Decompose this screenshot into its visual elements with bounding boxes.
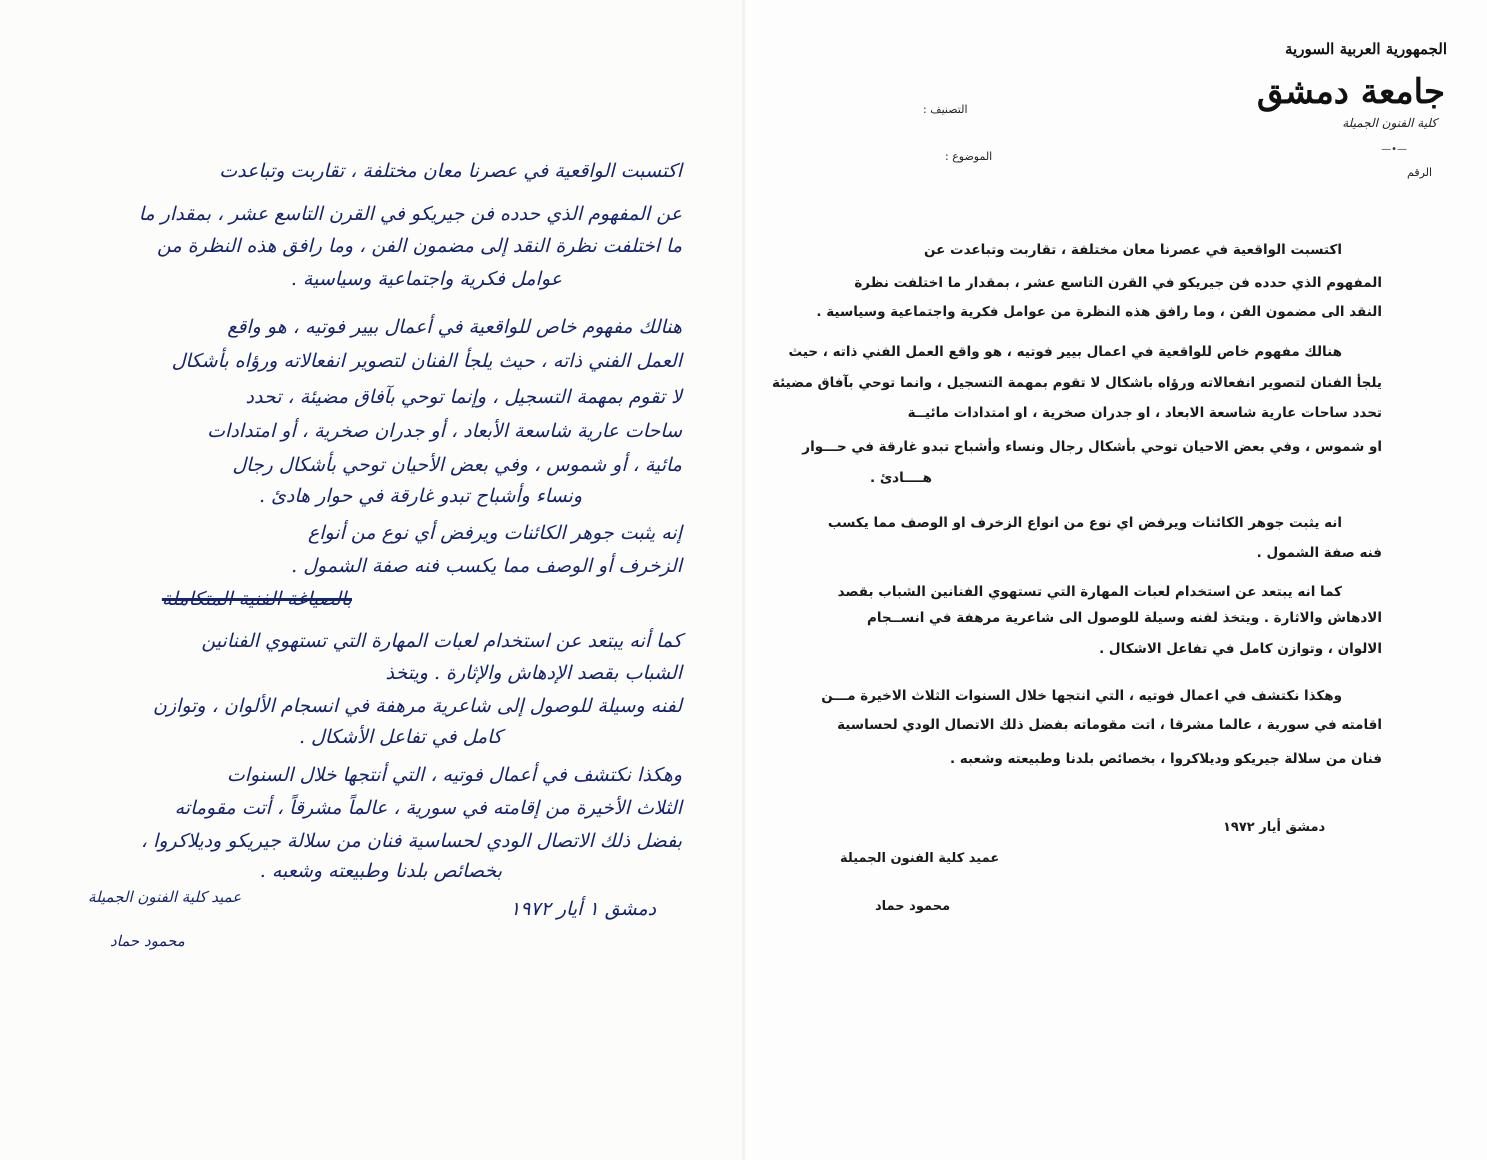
hand-line: بفضل ذلك الاتصال الودي لحساسية فنان من سلالة جيريكو وديلاكروا ، — [140, 830, 682, 852]
typed-signature-title: عميد كلية الفنون الجميلة — [840, 851, 1000, 866]
hand-line: مائية ، أو شموس ، وفي بعض الأحيان توحي بأشكال رجال — [232, 454, 682, 476]
hand-line: العمل الفني ذاته ، حيث يلجأ الفنان لتصوير انفعالاته ورؤاه بأشكال — [171, 350, 682, 372]
hand-line: إنه يثبت جوهر الكائنات ويرفض أي نوع من أنواع — [307, 522, 682, 544]
typed-line: الالوان ، وتوازن كامل في تفاعل الاشكال . — [1099, 641, 1382, 657]
typed-signature-name: محمود حماد — [875, 899, 951, 914]
typed-letter-page — [745, 0, 1487, 1160]
letterhead-faculty: كلية الفنون الجميلة — [1342, 116, 1437, 130]
typed-date: دمشق أيار ١٩٧٢ — [1223, 820, 1326, 835]
hand-line: ونساء وأشباح تبدو غارقة في حوار هادئ . — [258, 485, 582, 507]
hand-line: ساحات عارية شاسعة الأبعاد ، أو جدران صخرية ، أو امتدادات — [207, 420, 682, 442]
typed-line: فنان من سلالة جيريكو وديلاكروا ، بخصائص بلدنا وطبيعته وشعبه . — [949, 751, 1382, 767]
hand-line: اكتسبت الواقعية في عصرنا معان مختلفة ، تقاربت وتباعدت — [219, 160, 682, 182]
typed-line: النقد الى مضمون الفن ، وما رافق هذه النظرة من عوامل فكرية واجتماعية وسياسية . — [816, 304, 1382, 320]
hand-line: عوامل فكرية واجتماعية وسياسية . — [290, 268, 562, 290]
letterhead-mark: —•— — [1381, 144, 1407, 155]
hand-line: عن المفهوم الذي حدده فن جيريكو في القرن التاسع عشر ، بمقدار ما — [138, 203, 682, 225]
typed-line: كما انه يبتعد عن استخدام لعبات المهارة التي تستهوي الفنانين الشباب بقصد — [837, 584, 1342, 600]
typed-line: وهكذا نكتشف في اعمال فوتيه ، التي انتجها خلال السنوات الثلاث الاخيرة مـــن — [821, 688, 1342, 704]
subject-field: الموضوع : — [945, 150, 993, 163]
typed-body — [771, 0, 1382, 1160]
hand-line: الشباب بقصد الإدهاش والإثارة . ويتخذ — [385, 662, 682, 684]
classification-field: التصنيف : — [923, 103, 968, 116]
handwritten-date: دمشق ١ أيار ١٩٧٢ — [510, 898, 657, 920]
handwritten-draft-page — [0, 0, 742, 1160]
reference-field: الرقم — [1407, 166, 1433, 179]
handwritten-signature-name: محمود حماد — [110, 932, 185, 950]
typed-line: تحدد ساحات عارية شاسعة الابعاد ، او جدران صخرية ، او امتدادات مائيــة — [907, 405, 1382, 421]
typed-line: المفهوم الذي حدده فن جيريكو في القرن التاسع عشر ، بمقدار ما اختلفت نظرة — [854, 275, 1382, 291]
letterhead-university-logo: جامعة دمشق — [1256, 72, 1445, 112]
handwritten-body — [60, 0, 682, 1160]
struck-hand-line: بالصياغة الفنية المتكاملة — [161, 588, 352, 610]
hand-line: بخصائص بلدنا وطبيعته وشعبه . — [259, 860, 502, 882]
hand-line: كما أنه يبتعد عن استخدام لعبات المهارة التي تستهوي الفنانين — [201, 630, 682, 652]
typed-line: اقامته في سورية ، عالما مشرقا ، اتت مقوماته بفضل ذلك الاتصال الودي لحساسية — [837, 717, 1382, 733]
hand-line: هنالك مفهوم خاص للواقعية في أعمال بيير فوتيه ، هو واقع — [227, 316, 682, 338]
typed-line: او شموس ، وفي بعض الاحيان توحي بأشكال رجال ونساء وأشباح تبدو غارقة في حـــوار — [802, 439, 1382, 455]
hand-line: لفنه وسيلة للوصول إلى شاعرية مرهفة في انسجام الألوان ، وتوازن — [152, 695, 682, 717]
hand-line: وهكذا نكتشف في أعمال فوتيه ، التي أنتجها خلال السنوات — [226, 764, 682, 786]
typed-line: انه يثبت جوهر الكائنات ويرفض اي نوع من انواع الزخرف او الوصف مما يكسب — [827, 515, 1342, 531]
typed-line: فنه صفة الشمول . — [1256, 545, 1382, 561]
typed-line: هنالك مفهوم خاص للواقعية في اعمال بيير فوتيه ، هو واقع العمل الفني ذاته ، حيث — [788, 344, 1342, 360]
handwritten-signature-title: عميد كلية الفنون الجميلة — [88, 888, 242, 906]
typed-line: اكتسبت الواقعية في عصرنا معان مختلفة ، تقاربت وتباعدت عن — [923, 242, 1342, 258]
typed-line: هــــادئ . — [869, 470, 932, 486]
hand-line: الثلاث الأخيرة من إقامته في سورية ، عالماً مشرقاً ، أتت مقوماته — [174, 797, 682, 819]
hand-line: ما اختلفت نظرة النقد إلى مضمون الفن ، وما رافق هذه النظرة من — [157, 235, 682, 257]
letterhead-republic: الجمهورية العربية السورية — [1285, 40, 1447, 58]
typed-line: الادهاش والاثارة . ويتخذ لفنه وسيلة للوصول الى شاعرية مرهفة في انســجام — [866, 610, 1382, 626]
hand-line: الزخرف أو الوصف مما يكسب فنه صفة الشمول . — [291, 555, 682, 577]
hand-line: لا تقوم بمهمة التسجيل ، وإنما توحي بآفاق مضيئة ، تحدد — [245, 386, 682, 408]
hand-line: كامل في تفاعل الأشكال . — [298, 726, 502, 748]
typed-line: يلجأ الفنان لتصوير انفعالاته ورؤاه باشكال لا تقوم بمهمة التسجيل ، وانما توحي بآفاق مضيئة — [771, 375, 1382, 391]
